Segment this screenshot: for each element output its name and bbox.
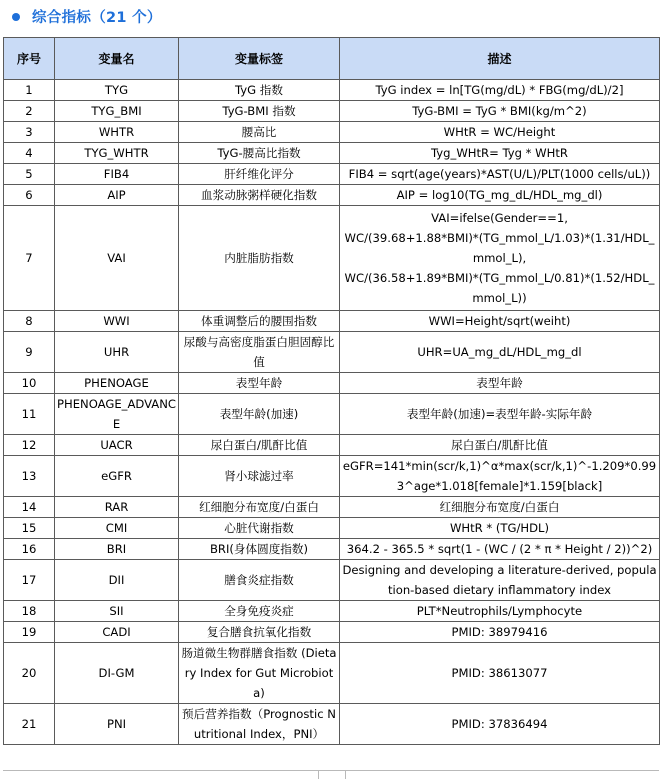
table-row [4,101,660,122]
cell-label: 肠道微生物群膳食指数 (Dietary Index for Gut Microbiota) [179,643,340,704]
cell-name: PNI [55,704,179,745]
cell-desc: VAI=ifelse(Gender==1, WC/(39.68+1.88*BMI)*(TG_mmol_L/1.03)*(1.31/HDL_mmol_L), WC/(36.58+1.89*BMI)*(TG_mmol_L/0.81)*(1.52/HDL_mmol_L)) [340,206,660,311]
cell-no: 2 [4,101,55,122]
cell-no: 15 [4,518,55,539]
table-row [4,206,660,311]
cell-name: RAR [55,497,179,518]
table-row [4,518,660,539]
cell-desc: eGFR=141*min(scr/k,1)^α*max(scr/k,1)^-1.209*0.993^age*1.018[female]*1.159[black] [340,456,660,497]
cell-no: 20 [4,643,55,704]
cell-desc: UHR=UA_mg_dL/HDL_mg_dl [340,332,660,373]
cell-label: 复合膳食抗氧化指数 [179,622,340,643]
cell-label: TyG-BMI 指数 [179,101,340,122]
header-variable-name: 变量名 [55,38,179,80]
table-row [4,539,660,560]
header-description: 描述 [340,38,660,80]
cell-name: CMI [55,518,179,539]
cell-name: AIP [55,185,179,206]
cell-desc: PMID: 38613077 [340,643,660,704]
cell-label: TyG 指数 [179,80,340,101]
table-row [4,80,660,101]
header-no: 序号 [4,38,55,80]
cell-name: UHR [55,332,179,373]
cell-no: 1 [4,80,55,101]
cell-no: 10 [4,373,55,394]
cell-no: 18 [4,601,55,622]
table-row [4,311,660,332]
section-heading [0,0,664,33]
section-title: 综合指标（21 个） [32,10,162,26]
cell-label: 红细胞分布宽度/白蛋白 [179,497,340,518]
cell-label: 表型年龄 [179,373,340,394]
cell-no: 19 [4,622,55,643]
cell-label: 腰高比 [179,122,340,143]
table-row [4,143,660,164]
cell-no: 12 [4,435,55,456]
cell-desc: FIB4 = sqrt(age(years)*AST(U/L)/PLT(1000 cells/uL)) [340,164,660,185]
cell-desc: WHtR * (TG/HDL) [340,518,660,539]
table-row [4,560,660,601]
cell-no: 14 [4,497,55,518]
cell-label: 肝纤维化评分 [179,164,340,185]
cell-desc: 尿白蛋白/肌酐比值 [340,435,660,456]
cell-no: 5 [4,164,55,185]
cell-no: 7 [4,206,55,311]
table-row [4,164,660,185]
cell-no: 17 [4,560,55,601]
cell-name: DI-GM [55,643,179,704]
cell-label: 尿白蛋白/肌酐比值 [179,435,340,456]
cell-label: 体重调整后的腰围指数 [179,311,340,332]
cell-name: TYG_WHTR [55,143,179,164]
cell-name: eGFR [55,456,179,497]
cell-no: 4 [4,143,55,164]
cell-name: DII [55,560,179,601]
cell-name: FIB4 [55,164,179,185]
cell-no: 3 [4,122,55,143]
cell-desc: TyG-BMI = TyG * BMI(kg/m^2) [340,101,660,122]
cell-name: TYG_BMI [55,101,179,122]
cell-label: 全身免疫炎症 [179,601,340,622]
cell-desc: 表型年龄(加速)=表型年龄-实际年龄 [340,394,660,435]
table-row [4,497,660,518]
cell-desc: 表型年龄 [340,373,660,394]
cell-desc: 红细胞分布宽度/白蛋白 [340,497,660,518]
bullet-dot-icon [12,13,20,21]
cell-desc: PMID: 38979416 [340,622,660,643]
cell-no: 9 [4,332,55,373]
scroll-handle[interactable] [318,770,346,779]
cell-no: 8 [4,311,55,332]
cell-name: SII [55,601,179,622]
cell-name: TYG [55,80,179,101]
cell-label: BRI(身体圆度指数) [179,539,340,560]
cell-label: 预后营养指数（Prognostic Nutritional Index，PNI） [179,704,340,745]
cell-desc: PMID: 37836494 [340,704,660,745]
cell-desc: 364.2 - 365.5 * sqrt(1 - (WC / (2 * π * Height / 2))^2) [340,539,660,560]
cell-desc: WWI=Height/sqrt(weiht) [340,311,660,332]
table-row [4,373,660,394]
cell-desc: Designing and developing a literature-derived, population-based dietary inflammatory index [340,560,660,601]
cell-label: 心脏代谢指数 [179,518,340,539]
table-row [4,601,660,622]
cell-desc: Tyg_WHtR= Tyg * WHtR [340,143,660,164]
table-row [4,332,660,373]
cell-name: UACR [55,435,179,456]
cell-label: 表型年龄(加速) [179,394,340,435]
cell-label: 膳食炎症指数 [179,560,340,601]
cell-desc: TyG index = ln[TG(mg/dL) * FBG(mg/dL)/2] [340,80,660,101]
cell-no: 16 [4,539,55,560]
cell-name: WHTR [55,122,179,143]
table-row [4,394,660,435]
table-row [4,622,660,643]
cell-no: 21 [4,704,55,745]
cell-label: 尿酸与高密度脂蛋白胆固醇比值 [179,332,340,373]
cell-no: 13 [4,456,55,497]
cell-name: PHENOAGE_ADVANCE [55,394,179,435]
cell-name: VAI [55,206,179,311]
cell-name: BRI [55,539,179,560]
cell-name: PHENOAGE [55,373,179,394]
table-row [4,435,660,456]
table-row [4,704,660,745]
cell-name: CADI [55,622,179,643]
indicator-table [3,37,660,745]
cell-label: TyG-腰高比指数 [179,143,340,164]
table-row [4,185,660,206]
header-variable-label: 变量标签 [179,38,340,80]
cell-desc: AIP = log10(TG_mg_dL/HDL_mg_dl) [340,185,660,206]
cell-no: 6 [4,185,55,206]
cell-label: 肾小球滤过率 [179,456,340,497]
table-header-row [4,38,660,80]
cell-name: WWI [55,311,179,332]
table-row [4,122,660,143]
table-row [4,643,660,704]
cell-no: 11 [4,394,55,435]
cell-desc: PLT*Neutrophils/Lymphocyte [340,601,660,622]
cell-label: 内脏脂肪指数 [179,206,340,311]
cell-desc: WHtR = WC/Height [340,122,660,143]
cell-label: 血浆动脉粥样硬化指数 [179,185,340,206]
table-row [4,456,660,497]
